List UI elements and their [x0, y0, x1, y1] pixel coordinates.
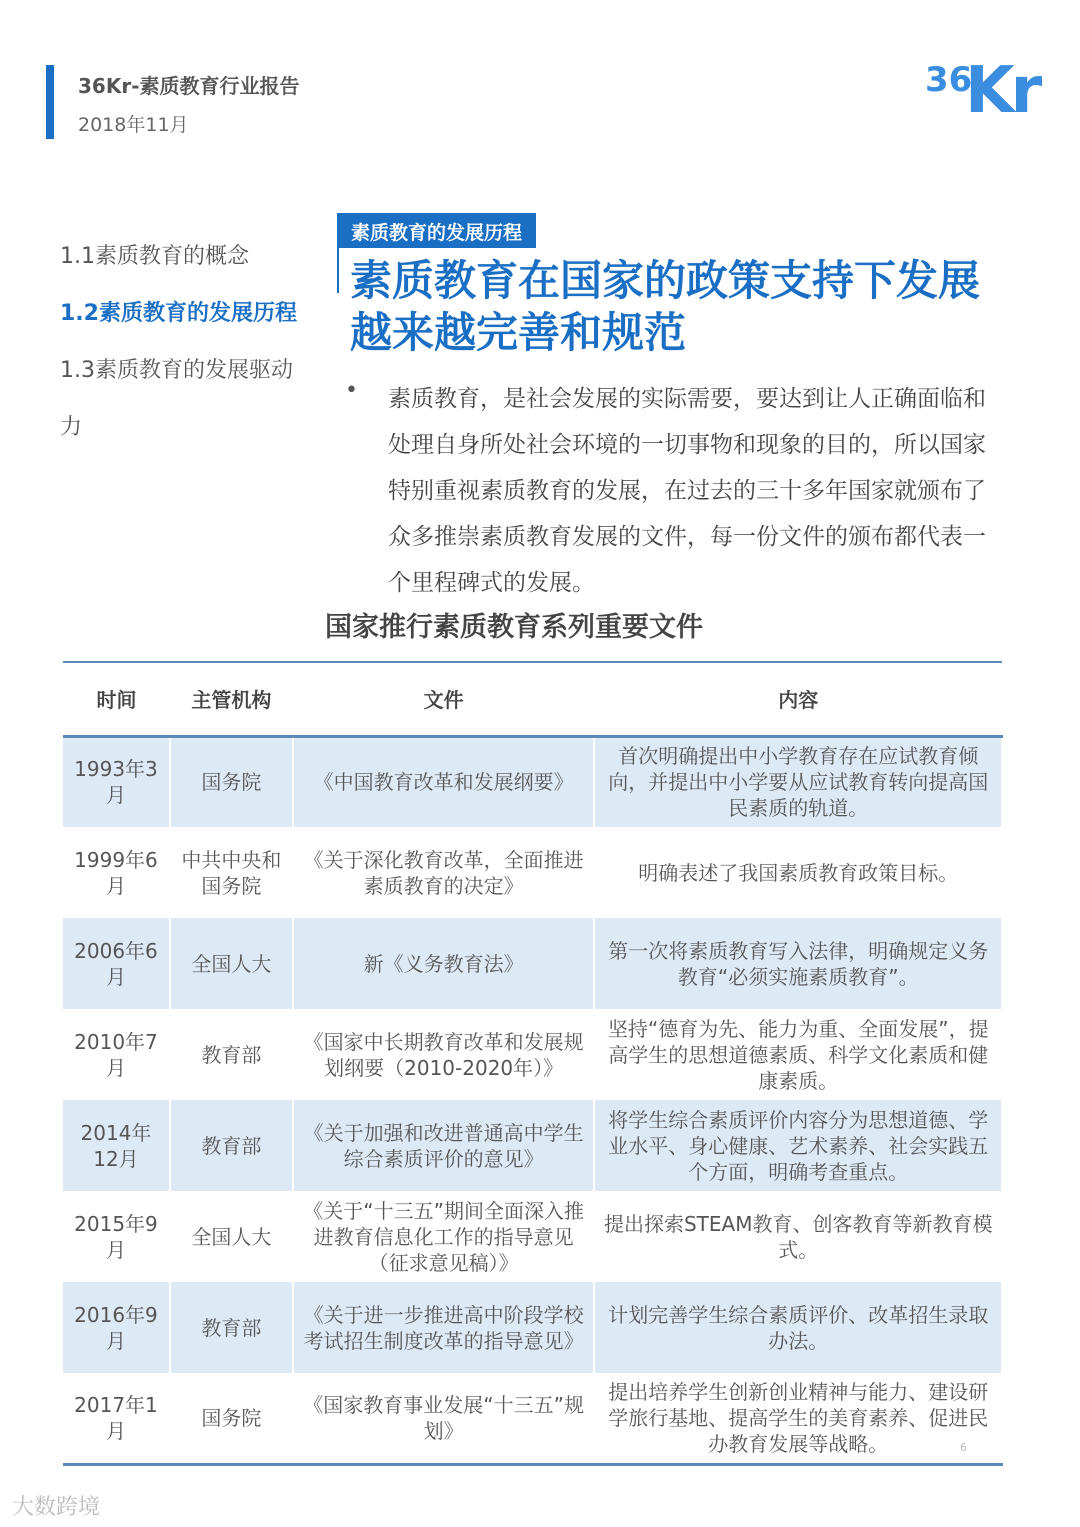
cell-date: 2017年1月	[63, 1373, 170, 1464]
table-row	[63, 1282, 1002, 1373]
cell-date: 1993年3月	[63, 736, 170, 827]
cell-date: 2015年9月	[63, 1191, 170, 1282]
table-row	[63, 736, 1002, 827]
column-header: 主管机构	[170, 662, 293, 736]
cell-agency: 国务院	[170, 1373, 293, 1464]
cell-date: 2006年6月	[63, 918, 170, 1009]
table-row	[63, 1100, 1002, 1191]
cell-document: 《关于进一步推进高中阶段学校考试招生制度改革的指导意见》	[293, 1282, 595, 1373]
cell-content: 第一次将素质教育写入法律，明确规定义务教育“必须实施素质教育”。	[594, 918, 1002, 1009]
column-header: 文件	[293, 662, 595, 736]
page-number: 6	[960, 1441, 967, 1454]
page-title: 素质教育在国家的政策支持下发展越来越完善和规范	[350, 256, 981, 357]
cell-document: 新《义务教育法》	[293, 918, 595, 1009]
report-date: 2018年11月	[78, 114, 189, 136]
table-row	[63, 918, 1002, 1009]
cell-document: 《关于加强和改进普通高中学生综合素质评价的意见》	[293, 1100, 595, 1191]
cell-content: 将学生综合素质评价内容分为思想道德、学业水平、身心健康、艺术素养、社会实践五个方面，明确考查重点。	[594, 1100, 1002, 1191]
table-row	[63, 1373, 1002, 1464]
nav-item-1-1[interactable]: 1.1素质教育的概念	[60, 244, 249, 269]
column-header: 时间	[63, 662, 170, 736]
header-accent-bar	[46, 65, 54, 139]
nav-item-1-3[interactable]: 1.3素质教育的发展驱动力	[60, 358, 293, 440]
documents-table	[63, 661, 1003, 1466]
table-row	[63, 1009, 1002, 1100]
intro-paragraph: 素质教育，是社会发展的实际需要，要达到让人正确面临和处理自身所处社会环境的一切事物和现象的目的，所以国家特别重视素质教育的发展，在过去的三十多年国家就颁布了众多推崇素质教育发展的文件，每一份文件的颁布都代表一个里程碑式的发展。	[388, 386, 986, 596]
table-row	[63, 827, 1002, 918]
cell-document: 《关于“十三五”期间全面深入推进教育信息化工作的指导意见（征求意见稿）》	[293, 1191, 595, 1282]
cell-date: 1999年6月	[63, 827, 170, 918]
cell-document: 《国家中长期教育改革和发展规划纲要（2010-2020年）》	[293, 1009, 595, 1100]
cell-content: 明确表述了我国素质教育政策目标。	[594, 827, 1002, 918]
cell-date: 2014年12月	[63, 1100, 170, 1191]
table-title: 国家推行素质教育系列重要文件	[325, 612, 703, 643]
cell-content: 提出探索STEAM教育、创客教育等新教育模式。	[594, 1191, 1002, 1282]
cell-document: 《中国教育改革和发展纲要》	[293, 736, 595, 827]
nav-item-1-2[interactable]: 1.2素质教育的发展历程	[60, 301, 297, 326]
cell-document: 《国家教育事业发展“十三五”规划》	[293, 1373, 595, 1464]
cell-document: 《关于深化教育改革，全面推进素质教育的决定》	[293, 827, 595, 918]
cell-date: 2010年7月	[63, 1009, 170, 1100]
cell-agency: 教育部	[170, 1100, 293, 1191]
bullet-icon: •	[345, 378, 358, 403]
cell-agency: 国务院	[170, 736, 293, 827]
column-header: 内容	[594, 662, 1002, 736]
cell-date: 2016年9月	[63, 1282, 170, 1373]
report-title: 36Kr-素质教育行业报告	[78, 74, 300, 98]
section-tag: 素质教育的发展历程	[337, 213, 536, 248]
table-row	[63, 1191, 1002, 1282]
cell-agency: 中共中央和国务院	[170, 827, 293, 918]
cell-agency: 教育部	[170, 1282, 293, 1373]
section-nav	[60, 228, 300, 456]
cell-content: 首次明确提出中小学教育存在应试教育倾向，并提出中小学要从应试教育转向提高国民素质的轨道。	[594, 736, 1002, 827]
cell-content: 坚持“德育为先、能力为重、全面发展”，提高学生的思想道德素质、科学文化素质和健康素质。	[594, 1009, 1002, 1100]
cell-agency: 全国人大	[170, 918, 293, 1009]
cell-agency: 教育部	[170, 1009, 293, 1100]
table-header-row	[63, 662, 1002, 736]
cell-content: 提出培养学生创新创业精神与能力、建设研学旅行基地、提高学生的美育素养、促进民办教育发展等战略。	[594, 1373, 1002, 1464]
cell-content: 计划完善学生综合素质评价、改革招生录取办法。	[594, 1282, 1002, 1373]
cell-agency: 全国人大	[170, 1191, 293, 1282]
watermark: 大数跨境	[12, 1495, 101, 1520]
